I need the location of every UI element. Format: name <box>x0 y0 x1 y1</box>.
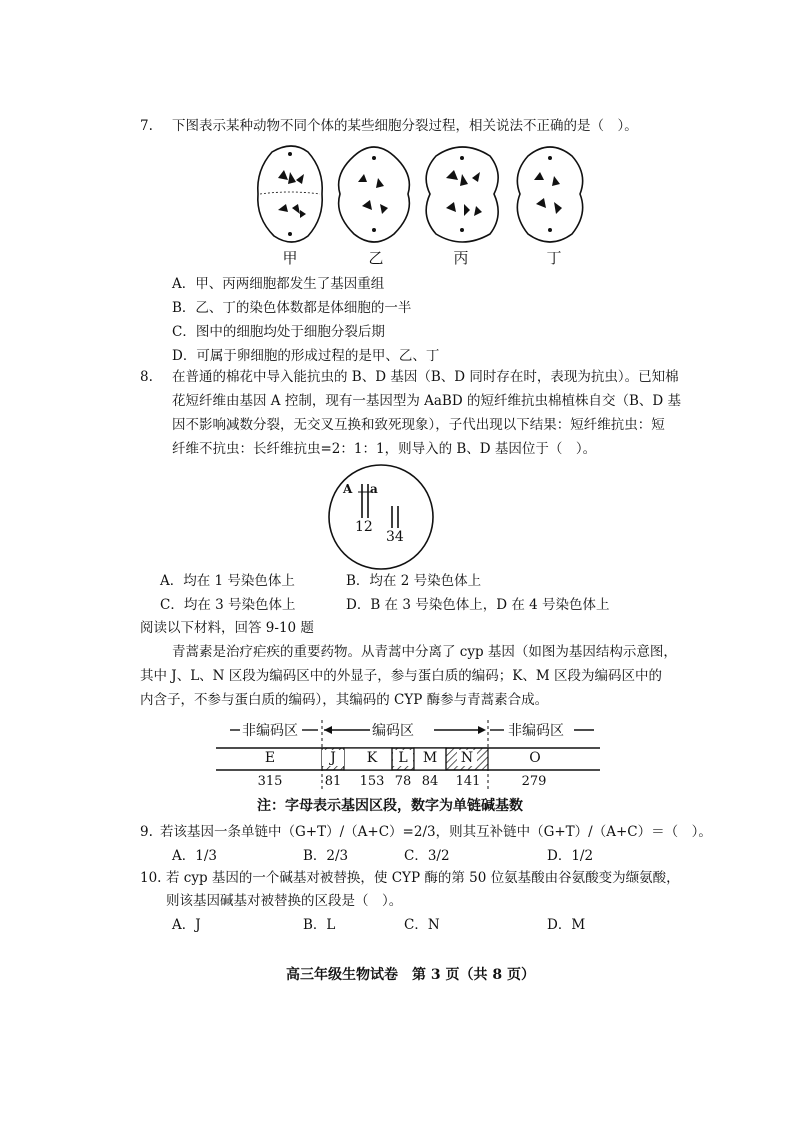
q10-number: 10. <box>140 870 162 886</box>
gene-fig-note: 注：字母表示基因区段，数字为单链碱基数 <box>257 798 523 814</box>
cell-jia <box>258 146 322 242</box>
segment-K: K <box>366 750 378 766</box>
coding-label: 编码区 <box>372 723 414 739</box>
q10-option-a: A．J <box>172 917 201 933</box>
bases-J: 81 <box>324 774 342 789</box>
q10-option-c: C．N <box>404 917 440 933</box>
bases-L: 78 <box>394 774 412 789</box>
cell-bing <box>426 147 498 242</box>
q8-line-3: 因不影响减数分裂，无交叉互换和致死现象），子代出现以下结果：短纤维抗虫：短 <box>172 417 665 433</box>
reading-p1: 青蒿素是治疗疟疾的重要药物。从青蒿中分离了 cyp 基因（如图为基因结构示意图， <box>172 644 677 660</box>
q10-option-d: D．M <box>547 917 586 933</box>
q8-option-d: D．B 在 3 号染色体上，D 在 4 号染色体上 <box>346 597 610 613</box>
chromosome-figure <box>326 462 436 572</box>
segment-M: M <box>422 750 438 766</box>
segment-L: L <box>393 750 413 766</box>
q10-option-b: B．L <box>303 917 336 933</box>
segment-E: E <box>264 750 276 766</box>
q9-option-c: C．3/2 <box>404 848 450 864</box>
segment-J: J <box>322 750 344 766</box>
q7-number: 7. <box>140 118 153 134</box>
gene-A-label: A <box>343 482 353 496</box>
gene-a-label: a <box>370 482 378 496</box>
q9-option-d: D．1/2 <box>547 848 594 864</box>
q10-stem-2: 则该基因碱基对被替换的区段是（ ）。 <box>166 893 403 909</box>
q9-stem: 若该基因一条单链中（G+T）/（A+C）=2/3，则其互补链中（G+T）/（A+C）＝（ ）。 <box>160 824 712 840</box>
q8-option-c: C．均在 3 号染色体上 <box>160 597 296 613</box>
cell-division-figure <box>250 138 590 250</box>
chromosome-34-label: 34 <box>386 529 404 545</box>
q7-option-a: A．甲、丙两细胞都发生了基因重组 <box>172 276 385 292</box>
noncoding-left-label: 非编码区 <box>242 723 298 739</box>
cell-label-bing: 丙 <box>453 249 469 267</box>
q7-option-b: B．乙、丁的染色体数都是体细胞的一半 <box>172 300 412 316</box>
cell-yi <box>339 147 410 242</box>
q9-option-b: B．2/3 <box>303 848 349 864</box>
bases-N: 141 <box>455 774 481 789</box>
reading-p3: 内含子，不参与蛋白质的编码），其编码的 CYP 酶参与青蒿素合成。 <box>140 692 549 708</box>
q9-number: 9. <box>140 824 153 840</box>
segment-N: N <box>457 750 477 766</box>
bases-M: 84 <box>421 774 439 789</box>
cell-label-jia: 甲 <box>282 249 298 267</box>
reading-intro: 阅读以下材料，回答 9-10 题 <box>140 620 314 636</box>
q7-option-d: D．可属于卵细胞的形成过程的是甲、乙、丁 <box>172 348 440 364</box>
cell-ding <box>517 147 582 242</box>
q8-option-b: B．均在 2 号染色体上 <box>346 573 482 589</box>
bases-K: 153 <box>359 774 385 789</box>
q9-option-a: A．1/3 <box>172 848 217 864</box>
q8-line-1: 在普通的棉花中导入能抗虫的 B、D 基因（B、D 同时存在时，表现为抗虫）。已知棉 <box>172 369 679 385</box>
page-footer: 高三年级生物试卷 第 3 页（共 8 页） <box>286 967 535 983</box>
q8-option-a: A．均在 1 号染色体上 <box>160 573 295 589</box>
segment-O: O <box>529 750 541 766</box>
q10-stem-1: 若 cyp 基因的一个碱基对被替换，使 CYP 酶的第 50 位氨基酸由谷氨酸变为缬氨酸， <box>166 870 680 886</box>
q8-line-2: 花短纤维由基因 A 控制，现有一基因型为 AaBD 的短纤维抗虫棉植株自交（B、D 基 <box>172 393 681 409</box>
noncoding-right-label: 非编码区 <box>508 723 564 739</box>
bases-O: 279 <box>521 774 547 789</box>
cell-label-ding: 丁 <box>546 249 562 267</box>
q7-stem: 下图表示某种动物不同个体的某些细胞分裂过程，相关说法不正确的是（ ）。 <box>172 118 638 134</box>
cell-label-yi: 乙 <box>368 249 384 267</box>
q8-number: 8. <box>140 369 153 385</box>
reading-p2: 其中 J、L、N 区段为编码区中的外显子，参与蛋白质的编码；K、M 区段为编码区中的 <box>140 668 662 684</box>
bases-E: 315 <box>257 774 283 789</box>
q8-line-4: 纤维不抗虫：长纤维抗虫=2：1：1，则导入的 B、D 基因位于（ ）。 <box>172 441 597 457</box>
chromosome-12-label: 12 <box>355 519 373 535</box>
q7-option-c: C．图中的细胞均处于细胞分裂后期 <box>172 324 385 340</box>
